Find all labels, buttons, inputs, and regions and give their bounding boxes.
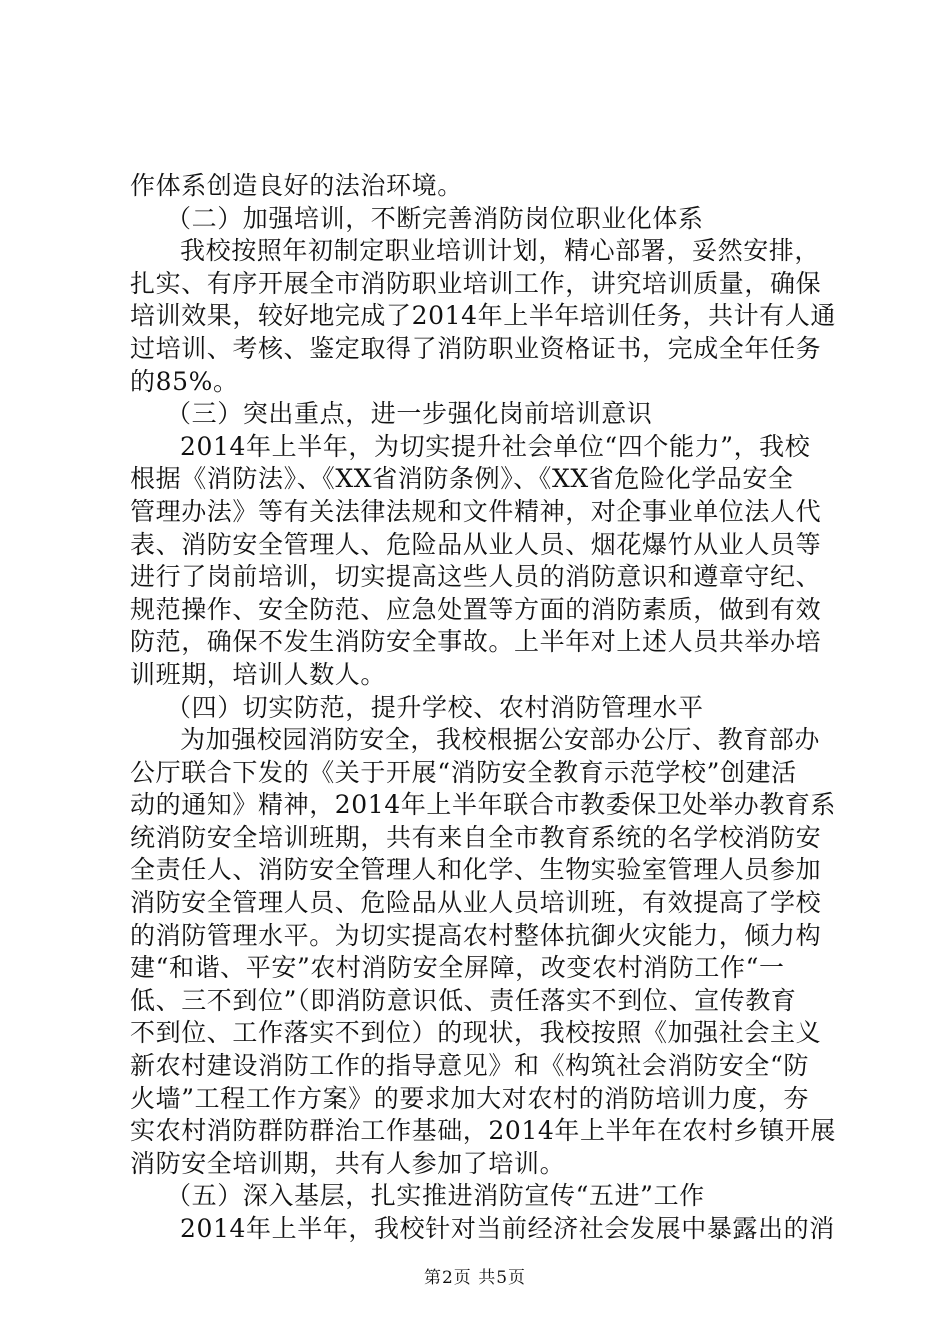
text-line: 管理办法》等有关法律法规和文件精神，对企事业单位法人代 — [130, 496, 822, 526]
page-footer: 第2页 共5页 — [423, 1268, 527, 1288]
text-line: 公厅联合下发的《关于开展“消防安全教育示范学校”创建活 — [130, 757, 797, 787]
section-heading: （二）加强培训，不断完善消防岗位职业化体系 — [166, 203, 704, 233]
text-line: 扎实、有序开展全市消防职业培训工作，讲究培训质量，确保 — [130, 268, 822, 298]
text-line: 全责任人、消防安全管理人和化学、生物实验室管理人员参加 — [130, 855, 822, 885]
text-line: 作体系创造良好的法治环境。 — [130, 171, 463, 200]
section-heading: （三）突出重点，进一步强化岗前培训意识 — [166, 399, 653, 429]
text-line: 统消防安全培训班期，共有来自全市教育系统的名学校消防安 — [130, 822, 822, 852]
text-line: 的85%。 — [130, 366, 239, 396]
section-heading: （四）切实防范，提升学校、农村消防管理水平 — [166, 692, 704, 722]
text-line: 新农村建设消防工作的指导意见》和《构筑社会消防安全“防 — [130, 1051, 809, 1081]
document-body — [130, 170, 837, 1246]
section-heading: （五）深入基层，扎实推进消防宣传“五进”工作 — [166, 1181, 705, 1211]
text-line: 防范，确保不发生消防安全事故。上半年对上述人员共举办培 — [130, 627, 822, 657]
text-line: 火墙”工程工作方案》的要求加大对农村的消防培训力度，夯 — [130, 1083, 809, 1113]
text-line: 2014年上半年，为切实提升社会单位“四个能力”，我校 — [180, 431, 811, 461]
text-line: 根据《消防法》、《XX省消防条例》、《XX省危险化学品安全 — [130, 464, 794, 494]
text-line: 2014年上半年，我校针对当前经济社会发展中暴露出的消 — [180, 1214, 835, 1243]
text-line: 不到位、工作落实不到位）的现状，我校按照《加强社会主义 — [130, 1018, 822, 1048]
text-line: 表、消防安全管理人、危险品从业人员、烟花爆竹从业人员等 — [130, 529, 822, 559]
text-line: 为加强校园消防安全，我校根据公安部办公厅、教育部办 — [180, 725, 821, 755]
text-line: 的消防管理水平。为切实提高农村整体抗御火灾能力，倾力构 — [130, 920, 822, 950]
text-line: 培训效果，较好地完成了2014年上半年培训任务，共计有人通 — [130, 301, 837, 331]
text-line: 进行了岗前培训，切实提高这些人员的消防意识和遵章守纪、 — [130, 562, 822, 592]
text-line: 消防安全管理人员、危险品从业人员培训班，有效提高了学校 — [130, 888, 822, 918]
text-line: 训班期，培训人数人。 — [130, 659, 387, 689]
text-line: 建“和谐、平安”农村消防安全屏障，改变农村消防工作“一 — [130, 953, 785, 983]
text-line: 规范操作、安全防范、应急处置等方面的消防素质，做到有效 — [130, 594, 822, 624]
text-line: 低、三不到位”（即消防意识低、责任落实不到位、宣传教育 — [130, 985, 797, 1015]
text-line: 消防安全培训期，共有人参加了培训。 — [130, 1148, 566, 1178]
text-line: 过培训、考核、鉴定取得了消防职业资格证书，完成全年任务 — [130, 333, 822, 363]
text-line: 实农村消防群防群治工作基础，2014年上半年在农村乡镇开展 — [130, 1116, 837, 1146]
text-line: 我校按照年初制定职业培训计划，精心部署，妥然安排， — [180, 236, 821, 266]
text-line: 动的通知》精神，2014年上半年联合市教委保卫处举办教育系 — [130, 790, 837, 820]
